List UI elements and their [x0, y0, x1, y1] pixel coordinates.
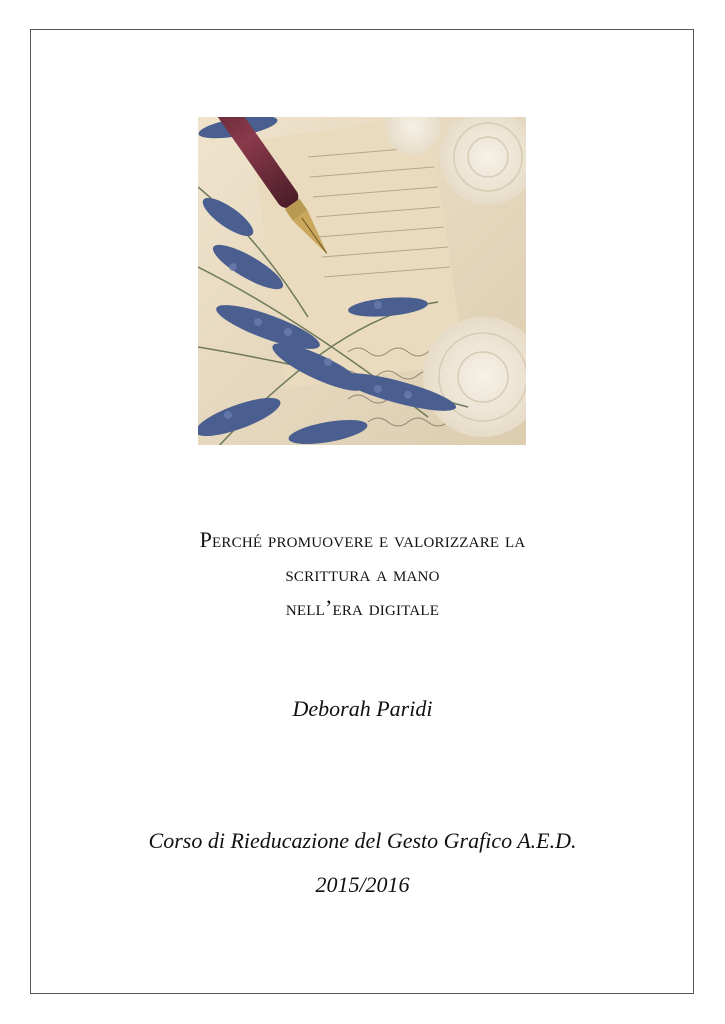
title-line-1: Perché promuovere e valorizzare la	[199, 527, 526, 552]
course-name: Corso di Rieducazione del Gesto Grafico A.E.D.	[148, 828, 577, 853]
title-line-3: nell’era digitale	[285, 595, 440, 620]
fountain-pen-lavender-image	[198, 117, 526, 445]
academic-year: 2015/2016	[315, 872, 410, 897]
document-title	[60, 523, 665, 625]
title-line-2: scrittura a mano	[285, 561, 440, 586]
author-name: Deborah Paridi	[292, 696, 433, 721]
